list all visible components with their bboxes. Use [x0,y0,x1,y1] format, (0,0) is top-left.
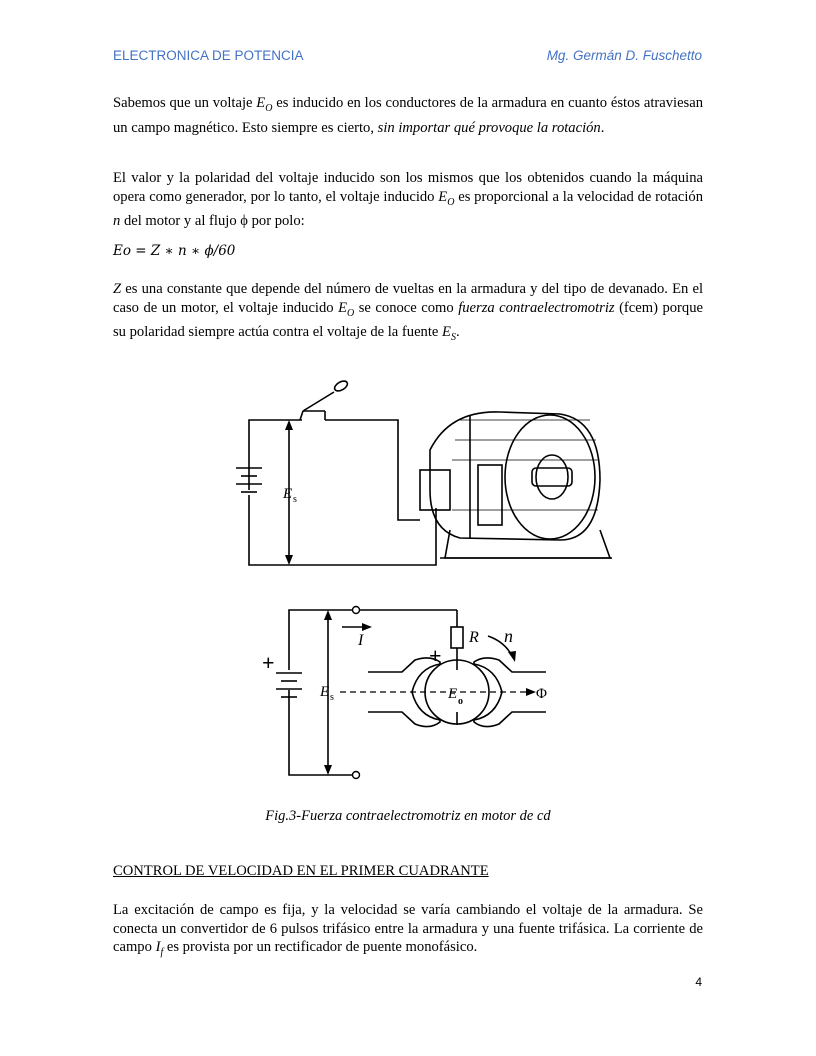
emphasis-rotation: sin importar qué provoque la rotación [377,119,601,136]
figure-motor-circuit [0,380,816,800]
label-resistor-r: R [469,629,479,646]
header-author: Mg. Germán D. Fuschetto [546,48,702,63]
paragraph-induced-voltage: Sabemos que un voltaje $E_O$ es inducido en los conductores de la armadura en cuanto éstos atraviesan un campo magnético. Esto siempre es cierto, sin importar qué provoque la rotación. [113,95,703,136]
label-es-bottom: E [320,684,330,700]
label-plus-battery: + [262,650,275,675]
label-plus-armature: + [429,643,442,668]
label-flux-phi: Φ [536,686,547,702]
paragraph-voltage-proportional: El valor y la polaridad del voltaje inducido son los mismos que los obtenidos cuando la máquina opera como generador, por lo tanto, el voltaje inducido $E_O$ es proporcional a la velocidad de rotación n del motor y al flujo ϕ por polo: [113,170,703,230]
label-eo-sub: o [458,696,463,707]
header-title: ELECTRONICA DE POTENCIA [113,48,304,63]
label-eo: E [448,686,458,702]
label-current-i: I [358,632,364,649]
section-heading: CONTROL DE VELOCIDAD EN EL PRIMER CUADRANTE [113,863,489,879]
figure-caption: Fig.3-Fuerza contraelectromotriz en motor de cd [265,808,551,824]
page-number: 4 [695,975,702,989]
label-es-top-sub: s [293,494,297,505]
paragraph-speed-control: La excitación de campo es fija, y la velocidad se varía cambiando el voltaje de la armadura. Se conecta un convertidor de 6 pulsos trifásico entre la armadura y una fuente trifásica. La corriente de campo $I_f$ es provista por un rectificador de puente monofásico. [113,902,703,959]
formula-eo: Eo = Z ∗ n ∗ ϕ/60 [113,243,236,259]
paragraph-constant-z: Z es una constante que depende del número de vueltas en la armadura y del tipo de devanado. En el caso de un motor, el voltaje inducido $E_O$ se conoce como fuerza contraelectromotriz (fcem) porque su polaridad siempre actúa contra el voltaje de la fuente $E_S$. [113,281,703,343]
label-es-bottom-sub: s [330,692,334,703]
symbol-eo: E [256,95,266,111]
label-speed-n: n [504,626,513,646]
label-es-top: E [283,486,293,502]
